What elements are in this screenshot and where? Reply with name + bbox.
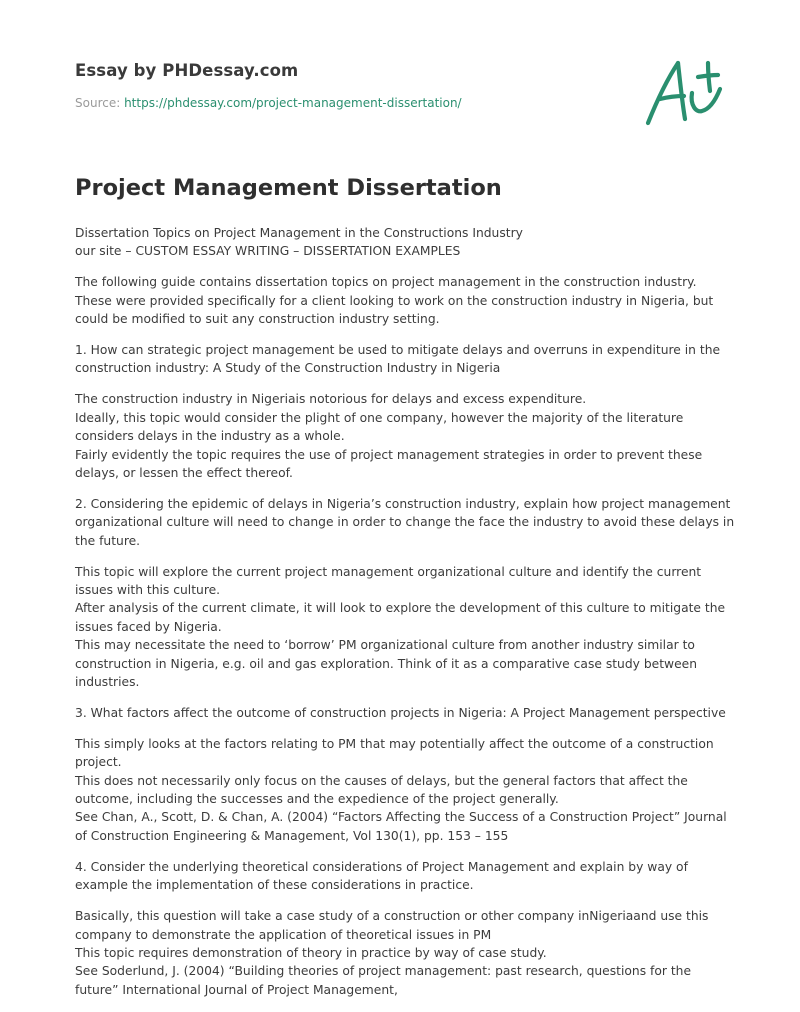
text-line: 4. Consider the underlying theoretical considerations of Project Management and explain by way of example the implementation of these considerations in practice. xyxy=(75,859,688,893)
text-line: This topic will explore the current project management organizational culture and identify the current issues with this culture. xyxy=(75,564,702,597)
paragraph-topic-2 xyxy=(75,495,735,550)
paragraph-intro xyxy=(75,224,735,261)
text-line: See Chan, A., Scott, D. & Chan, A. (2004) “Factors Affecting the Success of a Construction Project” Journal of Construction Engineering & Management, Vol 130(1), pp. 153 – 155 xyxy=(75,810,727,843)
text-line: Fairly evidently the topic requires the use of project management strategies in order to prevent these delays, or lessen the effect thereof. xyxy=(75,447,703,480)
page-title: Project Management Dissertation xyxy=(75,175,502,201)
text-line: This topic requires demonstration of theory in practice by way of case study. xyxy=(75,945,547,960)
paragraph-topic-4-detail xyxy=(75,907,735,999)
text-line: This may necessitate the need to ‘borrow’ PM organizational culture from another industry similar to construction in Nigeria, e.g. oil and gas exploration. Think of it as a comparative case study between industries. xyxy=(75,638,698,690)
text-line: Dissertation Topics on Project Management in the Constructions Industry xyxy=(75,226,523,240)
paragraph-topic-1 xyxy=(75,341,735,378)
text-line: Basically, this question will take a case study of a construction or other company inNigeriaand use this company to demonstrate the application of theoretical issues in PM xyxy=(75,909,709,942)
a-plus-logo-icon xyxy=(640,55,730,130)
paragraph-topic-3-detail xyxy=(75,735,735,845)
source-label: Source: xyxy=(75,96,125,110)
text-line: 1. How can strategic project management be used to mitigate delays and overruns in expenditure in the construction industry: A Study of the Construction Industry in Nigeria xyxy=(75,343,721,376)
source-line xyxy=(75,96,462,110)
paragraph-topic-4 xyxy=(75,858,735,895)
source-link[interactable]: https://phdessay.com/project-management-dissertation/ xyxy=(124,96,462,110)
essay-body xyxy=(75,224,735,1012)
text-line: The following guide contains dissertation topics on project management in the construction industry. These were provided specifically for a client looking to work on the construction industry in Nigeria, but could be modified to suit any construction industry setting. xyxy=(75,275,714,327)
text-line: 3. What factors affect the outcome of construction projects in Nigeria: A Project Management perspective xyxy=(75,705,726,720)
text-line: After analysis of the current climate, it will look to explore the development of this culture to mitigate the issues faced by Nigeria. xyxy=(75,601,726,634)
paragraph-topic-3 xyxy=(75,704,735,722)
paragraph-guide xyxy=(75,273,735,328)
text-line: This simply looks at the factors relating to PM that may potentially affect the outcome of a construction project. xyxy=(75,736,714,770)
paragraph-topic-1-detail xyxy=(75,390,735,482)
text-line: our site – CUSTOM ESSAY WRITING – DISSERTATION EXAMPLES xyxy=(75,244,461,259)
text-line: See Soderlund, J. (2004) “Building theories of project management: past research, questions for the future” International Journal of Project Management, xyxy=(75,964,692,997)
site-brand: Essay by PHDessay.com xyxy=(75,61,299,80)
paragraph-topic-2-detail xyxy=(75,563,735,692)
text-line: The construction industry in Nigeriais notorious for delays and excess expenditure. xyxy=(75,392,587,407)
text-line: Ideally, this topic would consider the plight of one company, however the majority of the literature considers delays in the industry as a whole. xyxy=(75,410,684,444)
text-line: This does not necessarily only focus on the causes of delays, but the general factors that affect the outcome, including the successes and the expedience of the project generally. xyxy=(75,773,688,807)
text-line: 2. Considering the epidemic of delays in Nigeria’s construction industry, explain how project management organizational culture will need to change in order to change the face the industry to avoid these delays in the future. xyxy=(75,496,735,548)
